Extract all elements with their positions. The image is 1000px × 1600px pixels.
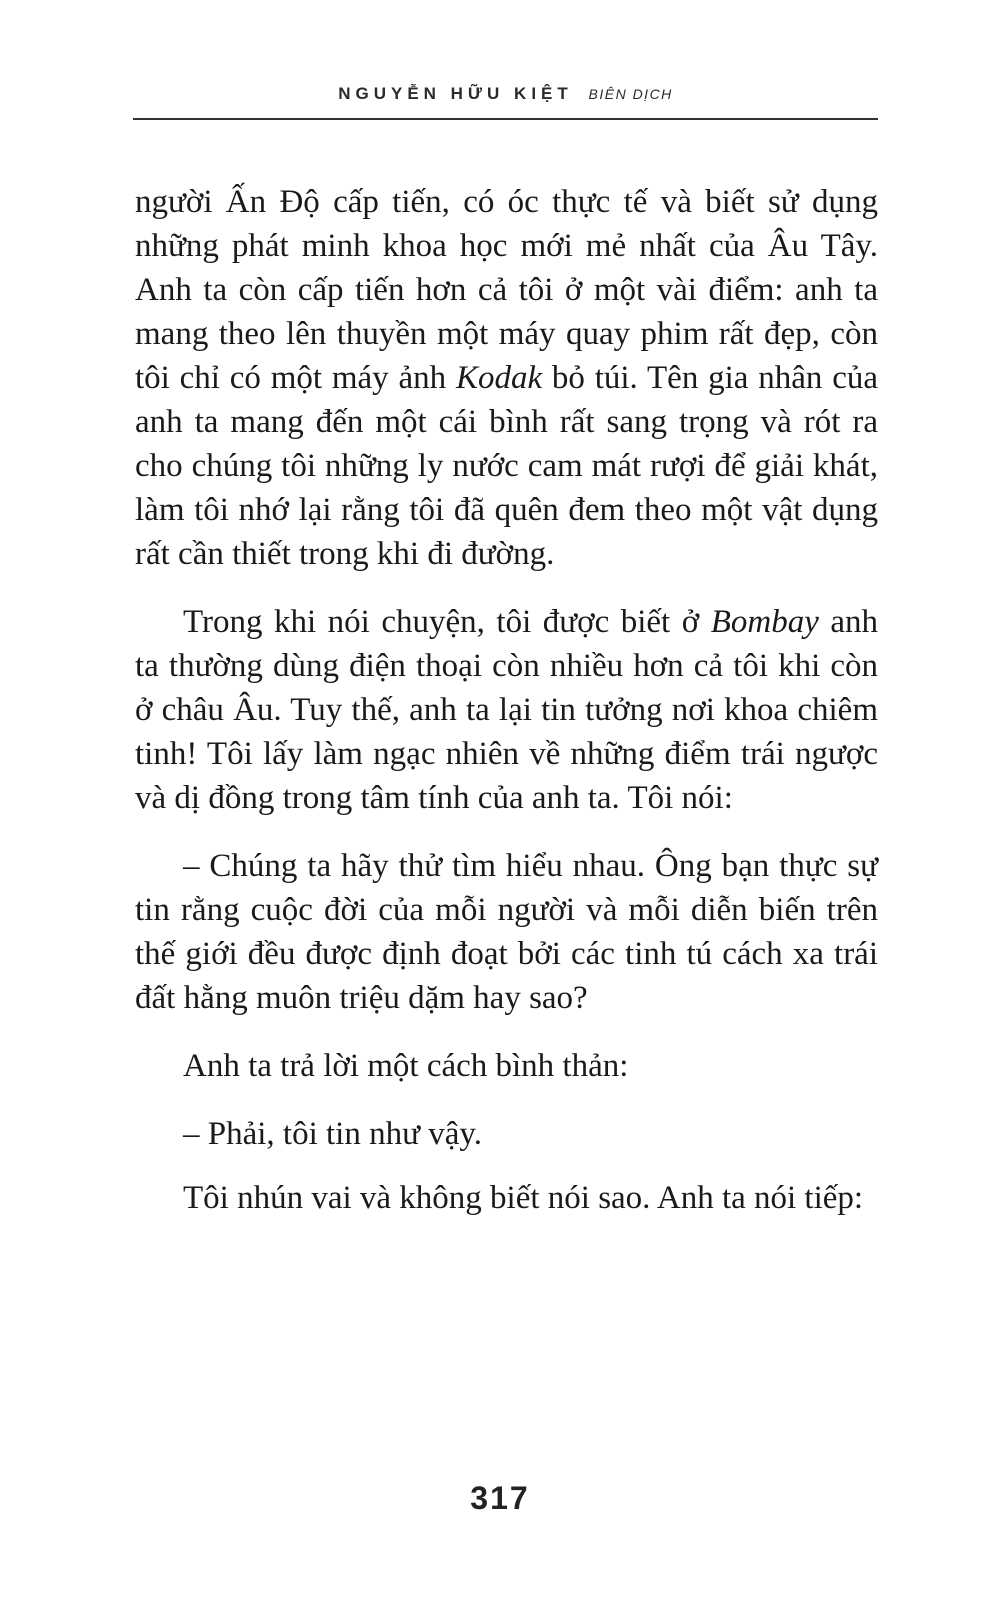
paragraph-2-text-b: anh ta thường dùng điện thoại còn nhiều hơn cả tôi khi còn ở châu Âu. Tuy thế, anh ta lại tin tưởng nơi khoa chiêm tinh! Tôi lấy làm ngạc nhiên về những điểm trái ngược và dị đồng trong tâm tính của anh ta. Tôi nói: <box>135 604 878 816</box>
paragraph-6: Tôi nhún vai và không biết nói sao. Anh ta nói tiếp: <box>183 1180 864 1216</box>
paragraph-1-text-b: bỏ túi. Tên gia nhân của anh ta mang đến một cái bình rất sang trọng và rót ra cho chúng tôi những ly nước cam mát rượi để giải khát, làm tôi nhớ lại rằng tôi đã quên đem theo một vật dụng rất cần thiết trong khi đi đường. <box>135 360 878 572</box>
paragraph-3: – Chúng ta hãy thử tìm hiểu nhau. Ông bạn thực sự tin rằng cuộc đời của mỗi người và mỗi diễn biến trên thế giới đều được định đoạt bởi các tinh tú cách xa trái đất hằng muôn triệu dặm hay sao? <box>135 848 878 1016</box>
page-number: 317 <box>470 1480 530 1516</box>
paragraph-1 <box>135 180 878 576</box>
paragraph-4: Anh ta trả lời một cách bình thản: <box>183 1048 629 1084</box>
paragraph-2 <box>135 600 878 820</box>
body-text <box>135 180 878 1220</box>
header-role: BIÊN DỊCH <box>588 86 673 102</box>
header-author: NGUYỄN HỮU KIỆT <box>338 84 573 103</box>
running-header <box>133 84 878 104</box>
header-divider <box>133 118 878 120</box>
paragraph-2-text-a: Trong khi nói chuyện, tôi được biết ở <box>183 604 711 640</box>
paragraph-1-text-a: người Ấn Độ cấp tiến, có óc thực tế và biết sử dụng những phát minh khoa học mới mẻ nhất của Âu Tây. Anh ta còn cấp tiến hơn cả tôi ở một vài điểm: anh ta mang theo lên thuyền một máy quay phim rất đẹp, còn tôi chỉ có một máy ảnh <box>135 184 878 396</box>
paragraph-1-italic-kodak: Kodak <box>455 360 543 396</box>
paragraph-5: – Phải, tôi tin như vậy. <box>183 1116 482 1152</box>
paragraph-2-italic-bombay: Bombay <box>710 604 819 640</box>
